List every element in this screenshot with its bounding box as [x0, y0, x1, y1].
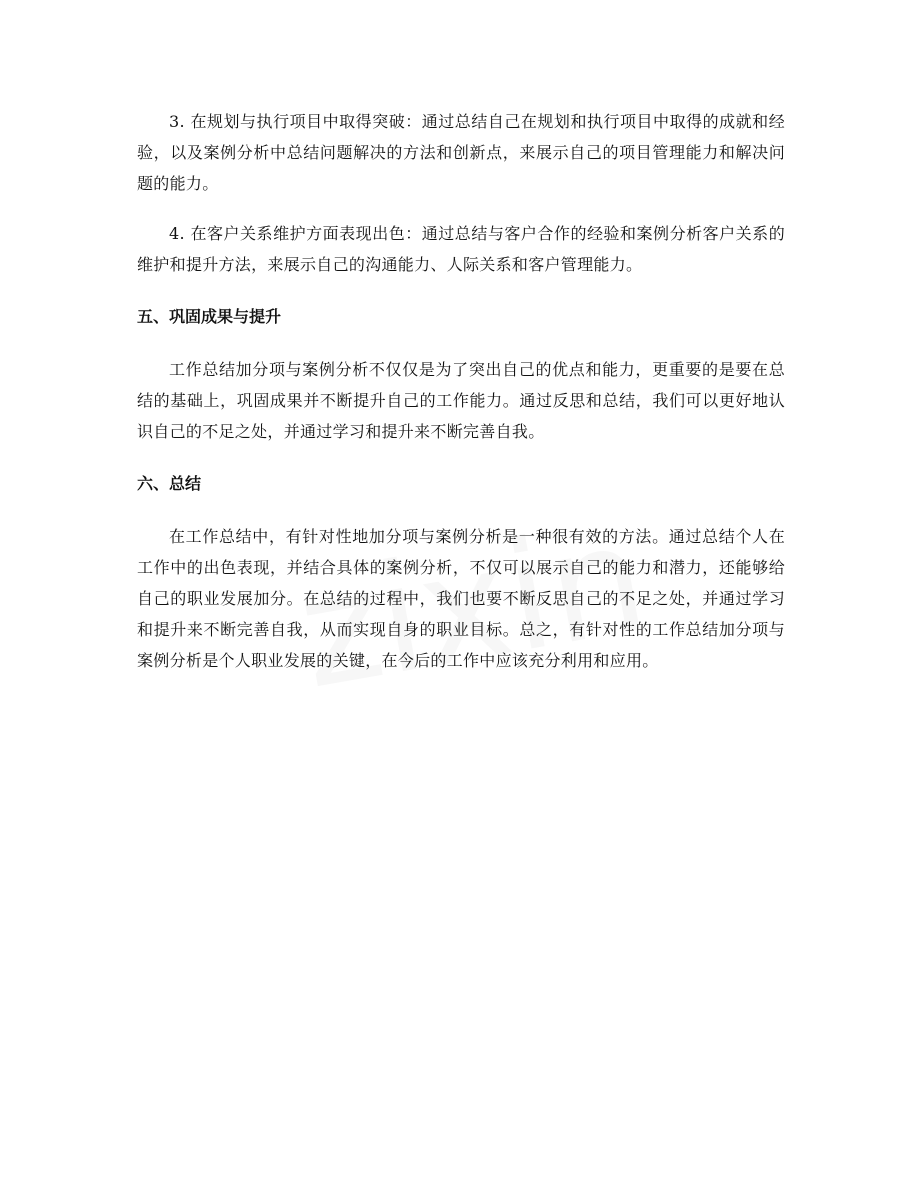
- paragraph-item-3: 3. 在规划与执行项目中取得突破：通过总结自己在规划和执行项目中取得的成就和经验，以及案例分析中总结问题解决的方法和创新点，来展示自己的项目管理能力和解决问题的能力。: [137, 112, 785, 193]
- paragraph-item-4: 4. 在客户关系维护方面表现出色：通过总结与客户合作的经验和案例分析客户关系的维护和提升方法，来展示自己的沟通能力、人际关系和客户管理能力。: [137, 224, 785, 274]
- section-heading-6: 六、总结: [137, 474, 202, 493]
- section-heading-5: 五、巩固成果与提升: [137, 307, 282, 326]
- paragraph-consolidate: 工作总结加分项与案例分析不仅仅是为了突出自己的优点和能力，更重要的是要在总结的基础上，巩固成果并不断提升自己的工作能力。通过反思和总结，我们可以更好地认识自己的不足之处，并通过学习和提升来不断完善自我。: [137, 360, 785, 441]
- paragraph-summary: 在工作总结中，有针对性地加分项与案例分析是一种很有效的方法。通过总结个人在工作中的出色表现，并结合具体的案例分析，不仅可以展示自己的能力和潜力，还能够给自己的职业发展加分。在总结的过程中，我们也要不断反思自己的不足之处，并通过学习和提升来不断完善自我，从而实现自身的职业目标。总之，有针对性的工作总结加分项与案例分析是个人职业发展的关键，在今后的工作中应该充分利用和应用。: [137, 527, 785, 670]
- document-body: [137, 106, 785, 676]
